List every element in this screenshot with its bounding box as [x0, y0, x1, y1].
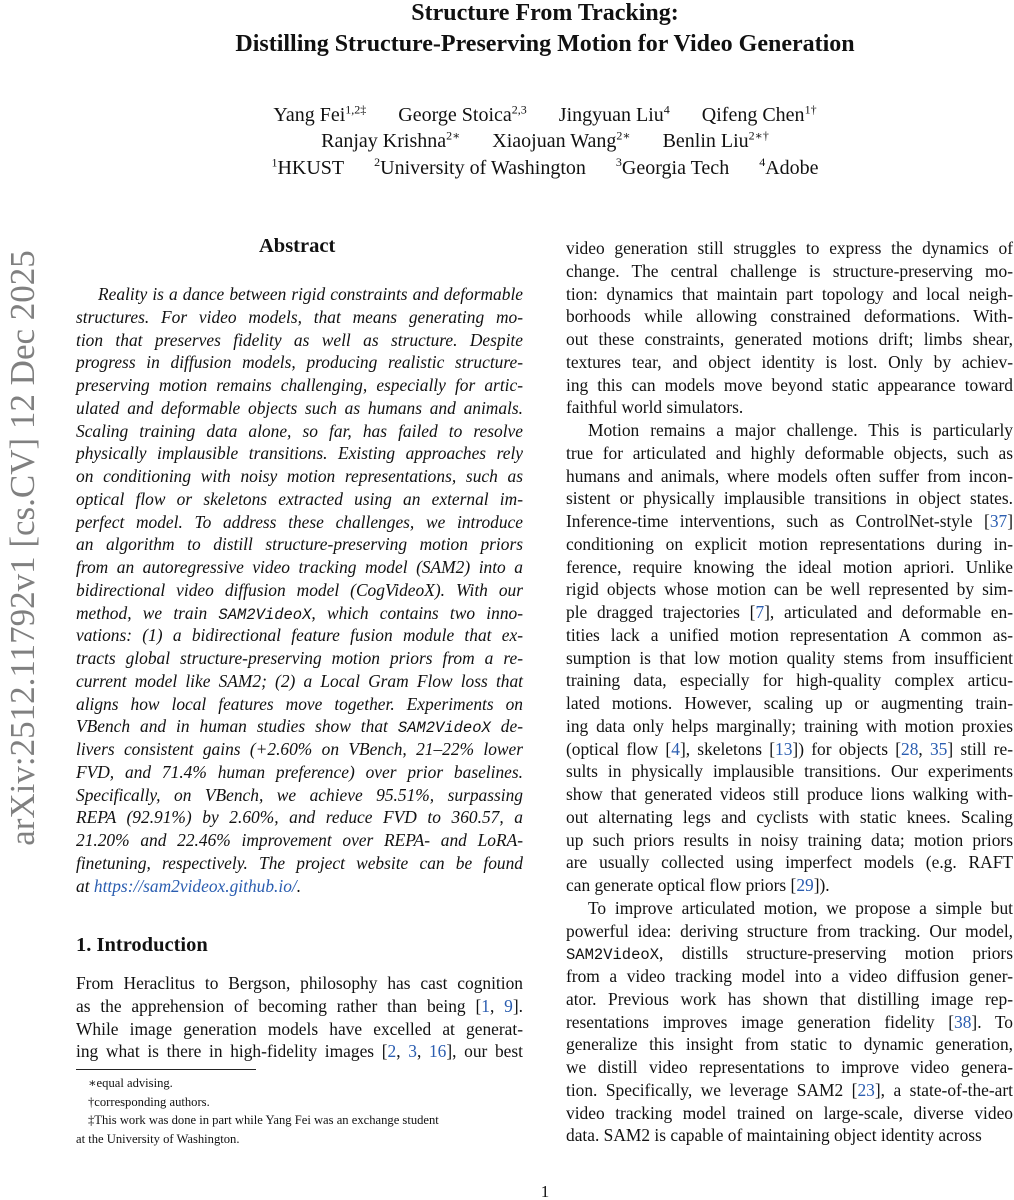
text-line: ference, require knowing the ideal motion apriori. Unlike: [566, 556, 1013, 577]
author-affil-marker: 1,2‡: [345, 102, 367, 117]
text-line: FVD, and 71.4% human preference) over prior baselines.: [76, 761, 523, 782]
text-line: sumption is that low motion quality stems from insufficient: [566, 647, 1013, 668]
author-name: Ranjay Krishna: [321, 130, 447, 152]
text-line: livers consistent gains (+2.60% on VBench, 21–22% lower: [76, 739, 523, 759]
text-line: video tracking model trained on large-scale, diverse video: [566, 1102, 1013, 1123]
text-line: ator. Previous work has shown that distilling image rep-: [566, 988, 1013, 1009]
author-name: Benlin Liu: [662, 130, 749, 152]
text-line: powerful idea: deriving structure from tracking. Our model,: [566, 920, 1013, 941]
author-name: George Stoica: [398, 104, 512, 126]
text-line: SAM2VideoX, distills structure-preserving motion priors: [566, 943, 1013, 965]
text-line: (optical flow [4], skeletons [13]) for objects [28, 35] still re-: [566, 738, 1013, 759]
footnotes: [76, 1074, 523, 1148]
abstract-heading: Abstract: [259, 235, 336, 257]
text-line: textures tear, and object identity is lost. Only by achiev-: [566, 351, 1013, 372]
text-line: physically implausible transitions. Existing approaches rely: [76, 443, 523, 464]
text-line: generalize this insight from static to dynamic generation,: [566, 1034, 1013, 1055]
text-line: bidirectional video diffusion model (CogVideoX). With our: [76, 579, 523, 600]
affiliation-marker: 4: [759, 155, 766, 170]
text-line: show that generated videos still produce lions walking with-: [566, 784, 1013, 804]
affiliation-name: Georgia Tech: [621, 157, 730, 179]
text-line: perfect model. To address these challenges, we introduce: [76, 511, 523, 532]
text-line: progress in diffusion models, producing realistic structure-: [76, 352, 523, 373]
text-line: finetuning, respectively. The project website can be found: [76, 852, 523, 873]
affiliation-marker: 1: [271, 155, 278, 170]
text-line: structures. For video models, that means generating mo-: [76, 306, 523, 327]
text-line: on conditioning with noisy motion representations, such as: [76, 466, 523, 486]
text-line: vations: (1) a bidirectional feature fusion module that ex-: [76, 625, 523, 646]
text-line: From Heraclitus to Bergson, philosophy has cast cognition: [76, 973, 523, 993]
text-line: Inference-time interventions, such as ControlNet-style [37]: [566, 511, 1013, 531]
affiliation-marker: 3: [615, 155, 622, 170]
text-line: REPA (92.91%) by 2.60%, and reduce FVD to 360.57, a: [76, 807, 523, 828]
author-affil-marker: 2∗: [616, 128, 631, 143]
intro-left-body: [76, 972, 523, 1063]
author-affil-marker: 2,3: [511, 102, 527, 117]
text-line: change. The central challenge is structure-preserving mo-: [566, 260, 1013, 281]
text-line: ing what is there in high-fidelity images [2, 3, 16], our best: [76, 1041, 523, 1062]
text-line: method, we train SAM2VideoX, which contains two inno-: [76, 602, 523, 624]
text-line: preserving motion remains challenging, especially for artic-: [76, 375, 523, 395]
text-line: we distill video representations to improve video genera-: [566, 1057, 1013, 1077]
text-line: ulated and deformable objects such as humans and animals.: [76, 397, 523, 418]
text-line: rigid objects whose motion can be well represented by sim-: [566, 579, 1013, 600]
text-line: ing this can models move beyond static appearance toward: [566, 374, 1013, 395]
text-line: from an autoregressive video tracking model (SAM2) into a: [76, 557, 523, 577]
footnote-rule: [76, 1069, 256, 1070]
text-line: ing data only helps marginally; training with motion proxies: [566, 715, 1013, 736]
affiliation-marker: 2: [374, 155, 381, 170]
text-line: borhoods while allowing constrained deformations. With-: [566, 306, 1013, 327]
text-line: out these constraints, generated motions drift; limbs shear,: [566, 329, 1013, 349]
author-name: Yang Fei: [273, 104, 346, 126]
text-line: out alternating legs and cyclists with static knees. Scaling: [566, 806, 1013, 827]
author-affil-marker: 4: [663, 102, 670, 117]
text-line: faithful world simulators.: [566, 397, 744, 418]
text-line: video generation still struggles to express the dynamics of: [566, 238, 1013, 258]
author-line: [0, 130, 1014, 153]
paper-title-line-1: Structure From Tracking:: [411, 0, 679, 26]
text-line: true for articulated and highly deformable objects, such as: [566, 442, 1013, 463]
text-line: resentations improves image generation fidelity [38]. To: [566, 1011, 1013, 1032]
text-line: Specifically, on VBench, we achieve 95.51%, surpassing: [76, 784, 523, 805]
text-line: Motion remains a major challenge. This is particularly: [588, 420, 1013, 440]
text-line: up such priors results in noisy training data; motion priors: [566, 829, 1013, 850]
author-name: Xiaojuan Wang: [492, 130, 617, 152]
author-affil-marker: 2∗†: [748, 128, 769, 143]
footnote: †corresponding authors.: [88, 1094, 210, 1109]
right-column-body: [566, 237, 1013, 1147]
text-line: ple dragged trajectories [7], articulated and deformable en-: [566, 602, 1013, 622]
affiliation-name: Adobe: [765, 157, 819, 179]
author-name: Qifeng Chen: [701, 104, 805, 126]
text-line: VBench and in human studies show that SAM2VideoX de-: [76, 716, 523, 738]
author-affil-marker: 2∗: [446, 128, 461, 143]
arxiv-stamp: arXiv:2512.11792v1 [cs.CV] 12 Dec 2025: [3, 250, 42, 846]
text-line: an algorithm to distill structure-preserving motion priors: [76, 534, 523, 555]
text-line: While image generation models have excelled at generat-: [76, 1018, 523, 1039]
paper-title-line-2: Distilling Structure-Preserving Motion for Video Generation: [235, 31, 855, 57]
paragraph: [566, 419, 1013, 897]
text-line: current model like SAM2; (2) a Local Gram Flow loss that: [76, 670, 523, 691]
text-line: can generate optical flow priors [29]).: [566, 875, 830, 895]
author-affil-marker: 1†: [804, 102, 817, 117]
abstract-body: [76, 283, 523, 897]
footnote: at the University of Washington.: [76, 1131, 240, 1146]
text-line: To improve articulated motion, we propose a simple but: [588, 897, 1013, 918]
page-number: 1: [540, 1182, 550, 1200]
paragraph: [566, 237, 1013, 419]
footnote: ‡This work was done in part while Yang Fei was an exchange student: [88, 1113, 439, 1127]
affiliation-name: University of Washington: [380, 157, 586, 179]
text-line: at https://sam2videox.github.io/.: [76, 875, 302, 896]
text-line: Scaling training data alone, so far, has failed to resolve: [76, 420, 523, 441]
text-line: humans and animals, where models often suffer from incon-: [566, 465, 1013, 486]
text-line: from a video tracking model into a video diffusion gener-: [566, 966, 1013, 986]
text-line: as the apprehension of becoming rather than being [1, 9].: [76, 995, 523, 1016]
footnote: ∗equal advising.: [88, 1076, 173, 1090]
text-line: tion. Specifically, we leverage SAM2 [23], a state-of-the-art: [566, 1079, 1013, 1100]
intro-heading: 1. Introduction: [76, 934, 208, 956]
paragraph: [566, 897, 1013, 1147]
text-line: lated motions. However, scaling up or augmenting train-: [566, 693, 1013, 713]
text-line: are usually collected using imperfect models (e.g. RAFT: [566, 852, 1013, 873]
text-line: sults in physically implausible transitions. Our experiments: [566, 761, 1013, 782]
text-line: tracts global structure-preserving motion priors from a re-: [76, 648, 523, 668]
text-line: conditioning on explicit motion representations during in-: [566, 533, 1013, 554]
text-line: tion: dynamics that maintain part topology and local neigh-: [566, 283, 1013, 304]
text-line: training data, especially for high-quality complex articu-: [566, 670, 1013, 691]
text-line: aligns how local features move together. Experiments on: [76, 693, 523, 714]
affiliations: [0, 157, 1014, 180]
text-line: tities lack a unified motion representation A common as-: [566, 624, 1013, 645]
author-name: Jingyuan Liu: [558, 104, 664, 126]
text-line: tion that preserves fidelity as well as structure. Despite: [76, 329, 523, 350]
text-line: optical flow or skeletons extracted using an external im-: [76, 488, 523, 509]
author-line: [0, 104, 1014, 127]
affiliation-name: HKUST: [277, 157, 345, 179]
text-line: 21.20% and 22.46% improvement over REPA- and LoRA-: [76, 830, 523, 850]
text-line: data. SAM2 is capable of maintaining object identity across: [566, 1125, 982, 1146]
text-line: sistent or physically implausible transitions in object states.: [566, 488, 1013, 509]
text-line: Reality is a dance between rigid constraints and deformable: [98, 284, 523, 304]
